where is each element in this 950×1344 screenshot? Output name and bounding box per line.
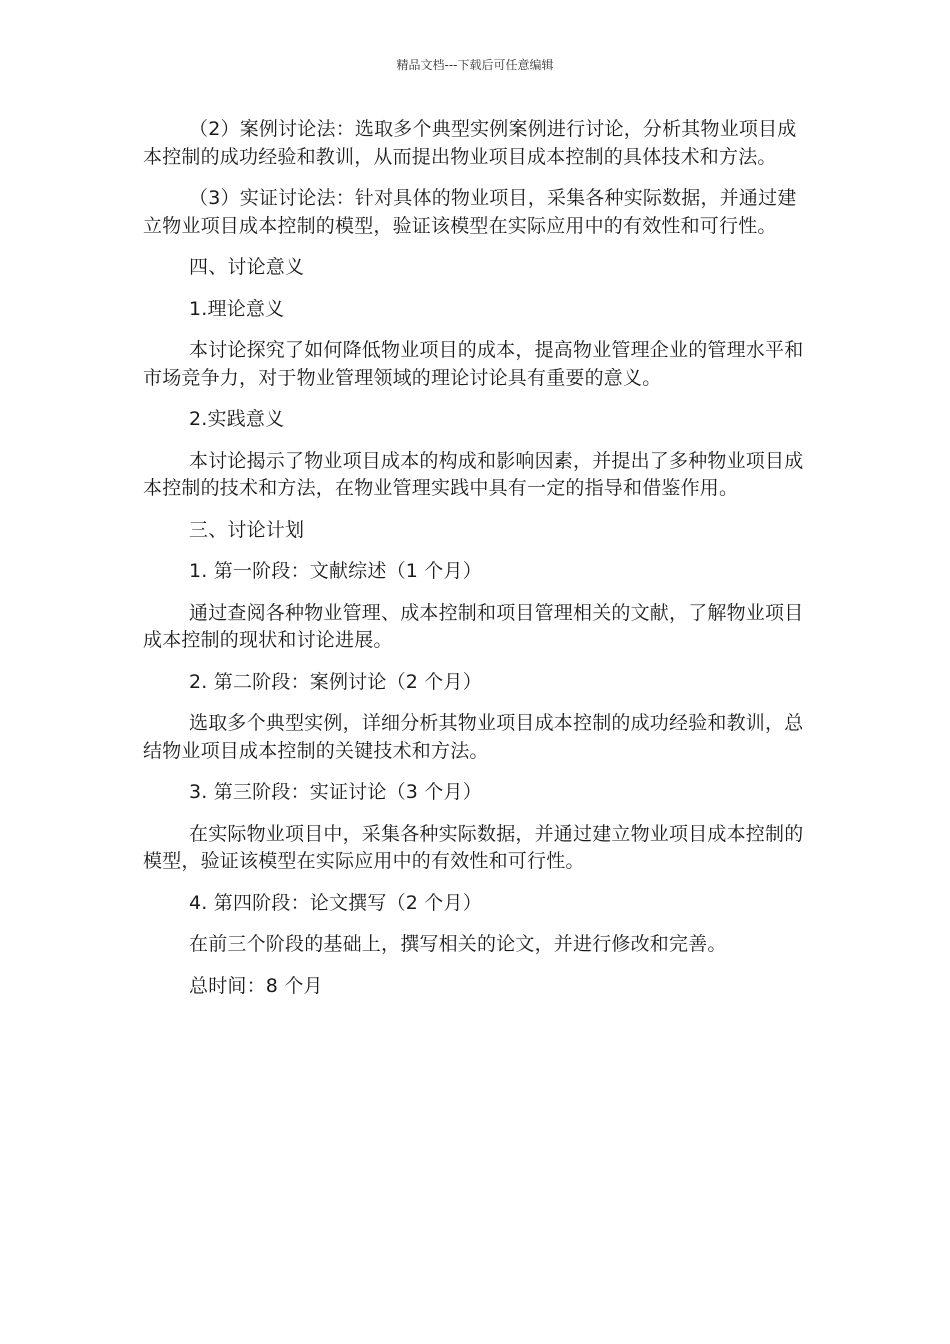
stage-4-description: 在前三个阶段的基础上，撰写相关的论文，并进行修改和完善。	[189, 933, 727, 955]
section-heading-significance: 四、讨论意义	[189, 256, 305, 278]
subheading-theoretical-significance: 1.理论意义	[189, 297, 285, 320]
paragraph-theoretical-significance: 本讨论探究了如何降低物业项目的成本，提高物业管理企业的管理水平和市场竞争力，对于物业管理领域的理论讨论具有重要的意义。	[143, 339, 804, 389]
subheading-practical-significance: 2.实践意义	[189, 408, 285, 430]
stage-3-heading: 3. 第三阶段：实证讨论（3 个月）	[189, 781, 482, 803]
paragraph-practical-significance: 本讨论揭示了物业项目成本的构成和影响因素，并提出了多种物业项目成本控制的技术和方法，在物业管理实践中具有一定的指导和借鉴作用。	[143, 449, 804, 499]
stage-2-description: 选取多个典型实例，详细分析其物业项目成本控制的成功经验和教训，总结物业项目成本控制的关键技术和方法。	[143, 712, 804, 762]
document-body	[143, 116, 808, 1014]
page-header: 精品文档---下载后可任意编辑	[396, 58, 554, 72]
section-heading-plan: 三、讨论计划	[189, 518, 305, 541]
stage-1-description: 通过查阅各种物业管理、成本控制和项目管理相关的文献，了解物业项目成本控制的现状和讨论进展。	[143, 601, 804, 651]
stage-3-description: 在实际物业项目中，采集各种实际数据，并通过建立物业项目成本控制的模型，验证该模型在实际应用中的有效性和可行性。	[143, 822, 804, 872]
stage-1-heading: 1. 第一阶段：文献综述（1 个月）	[189, 560, 482, 582]
paragraph-empirical-method: （3）实证讨论法：针对具体的物业项目，采集各种实际数据，并通过建立物业项目成本控制的模型，验证该模型在实际应用中的有效性和可行性。	[143, 187, 797, 237]
stage-4-heading: 4. 第四阶段：论文撰写（2 个月）	[189, 891, 482, 914]
paragraph-case-study-method: （2）案例讨论法：选取多个典型实例案例进行讨论，分析其物业项目成本控制的成功经验和教训，从而提出物业项目成本控制的具体技术和方法。	[143, 118, 797, 168]
stage-2-heading: 2. 第二阶段：案例讨论（2 个月）	[189, 670, 482, 693]
total-time: 总时间：8 个月	[189, 974, 323, 997]
